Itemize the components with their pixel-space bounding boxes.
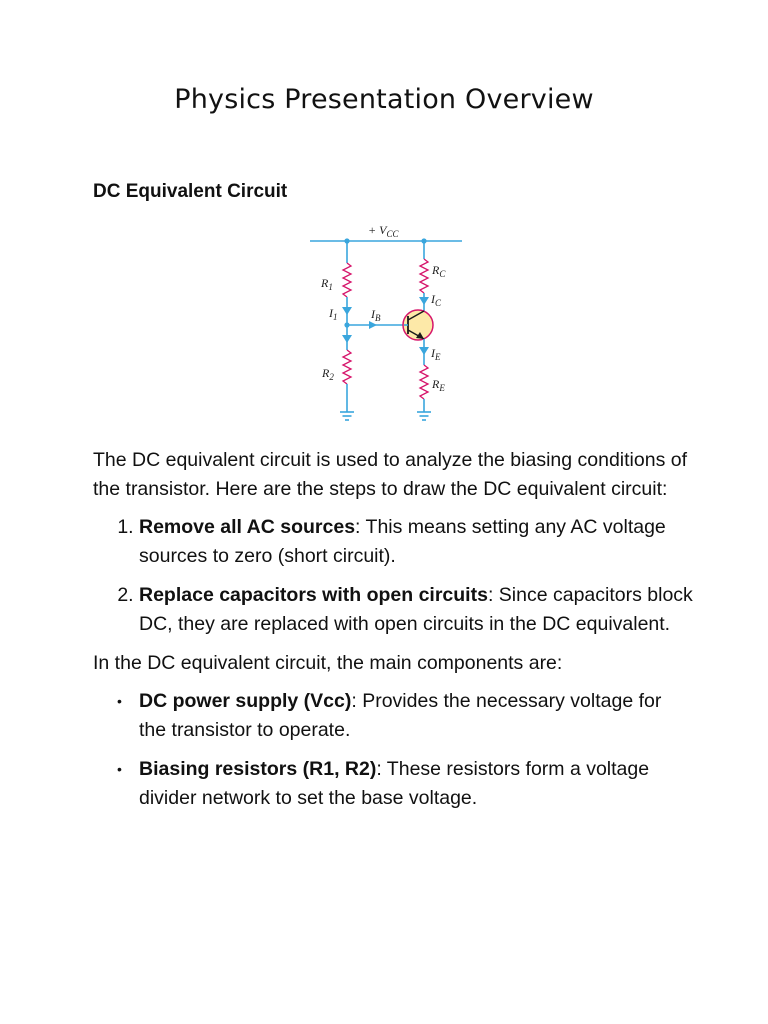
list-item-text: : These resistors form a voltage divider network to set the base voltage. bbox=[139, 758, 650, 809]
list-item-title: Replace capacitors with open circuits bbox=[139, 584, 488, 606]
list-item bbox=[139, 581, 693, 639]
intro-paragraph: The DC equivalent circuit is used to analyze the biasing conditions of the transistor. Here are the steps to draw the DC equivalent circuit: bbox=[93, 449, 687, 500]
current-arrow-i1 bbox=[342, 307, 352, 315]
bullet-icon: • bbox=[117, 761, 122, 777]
label-r1: $R_1$ bbox=[321, 276, 333, 292]
circuit-diagram-svg bbox=[300, 215, 470, 430]
components-list bbox=[93, 687, 693, 813]
label-ib: $I_B$ bbox=[371, 307, 381, 323]
list-item-text: : Provides the necessary voltage for the transistor to operate. bbox=[139, 690, 662, 741]
list-item bbox=[117, 687, 693, 745]
list-item-title: Remove all AC sources bbox=[139, 516, 356, 538]
label-ie: $I_E$ bbox=[431, 346, 441, 362]
label-re: $R_E$ bbox=[432, 377, 445, 393]
resistor-rc bbox=[420, 259, 428, 293]
bullet-icon: • bbox=[117, 693, 122, 709]
page-title: Physics Presentation Overview bbox=[174, 84, 594, 115]
label-i1: $I_1$ bbox=[329, 306, 338, 322]
resistor-r1 bbox=[343, 263, 351, 297]
current-arrow-ic bbox=[419, 297, 429, 305]
list-item-text: : Since capacitors block DC, they are replaced with open circuits in the DC equivalent. bbox=[139, 584, 693, 635]
current-arrow bbox=[342, 335, 352, 343]
label-vcc: + $V_{CC}$ bbox=[368, 223, 399, 239]
label-r2: $R_2$ bbox=[322, 366, 334, 382]
label-ic: $I_C$ bbox=[431, 292, 442, 308]
resistor-r2 bbox=[343, 350, 351, 384]
list-item bbox=[139, 513, 693, 571]
document-body bbox=[93, 446, 693, 823]
label-rc: $R_C$ bbox=[432, 263, 446, 279]
steps-list bbox=[93, 513, 693, 639]
current-arrow-ie bbox=[419, 347, 429, 355]
resistor-re bbox=[420, 365, 428, 399]
section-heading: DC Equivalent Circuit bbox=[93, 181, 288, 202]
list-item-text: : This means setting any AC voltage sources to zero (short circuit). bbox=[139, 516, 666, 567]
circuit-diagram bbox=[300, 215, 470, 430]
components-intro: In the DC equivalent circuit, the main components are: bbox=[93, 652, 563, 674]
list-item-title: Biasing resistors (R1, R2) bbox=[139, 758, 377, 780]
list-item-title: DC power supply (Vcc) bbox=[139, 690, 352, 712]
list-item bbox=[117, 755, 693, 813]
